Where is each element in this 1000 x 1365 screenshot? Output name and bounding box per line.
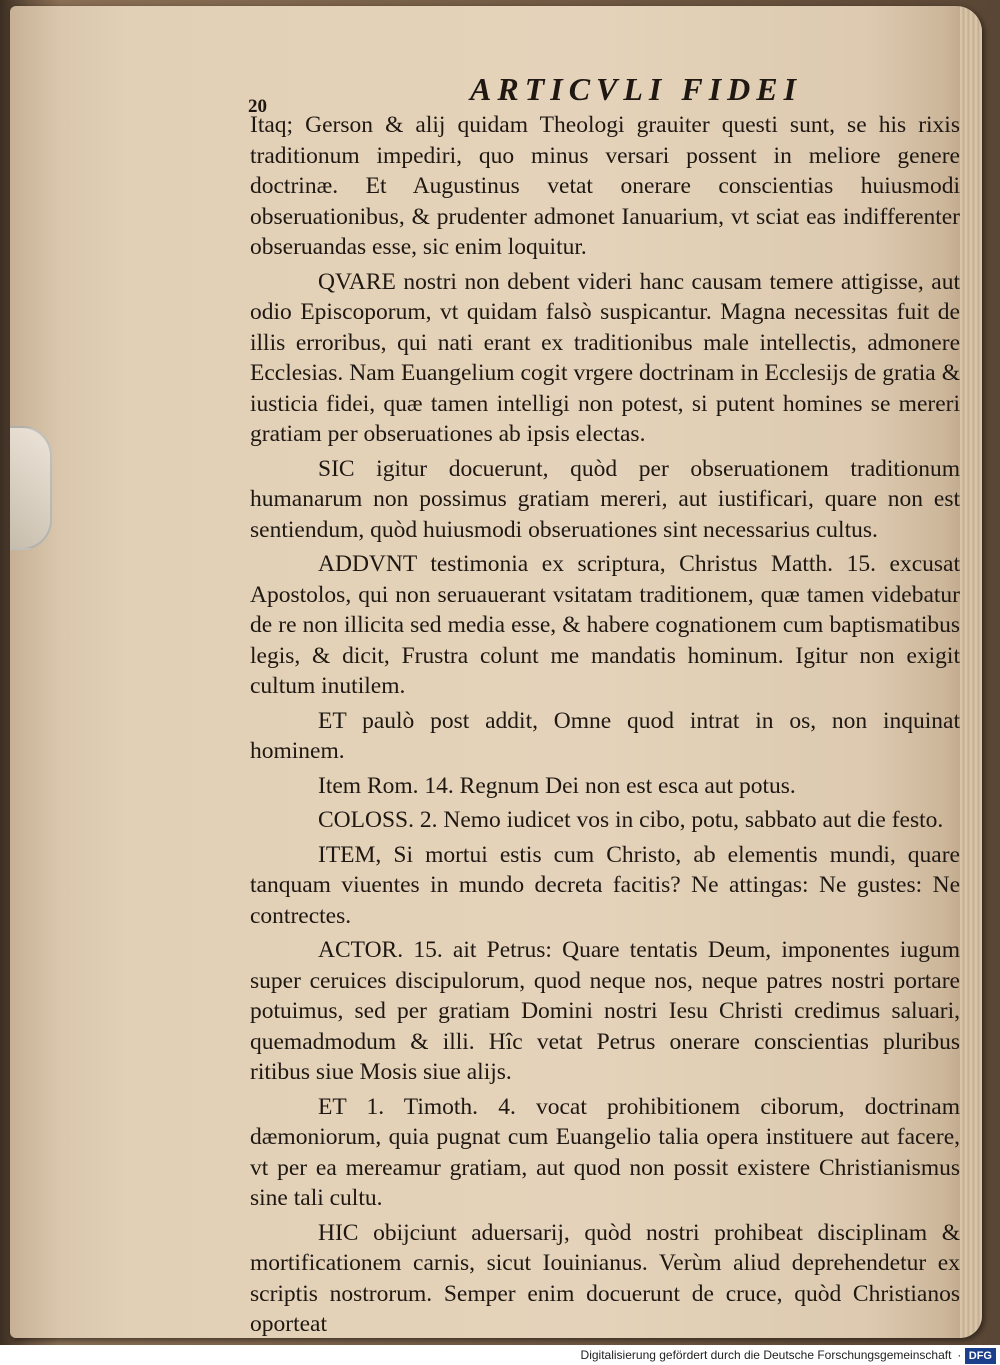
- paragraph: ET 1. Timoth. 4. vocat prohibitionem ciborum, doctrinam dæmoniorum, quia pugnat cum Euangelio talia opera instituere aut facere, vt per ea mereamur gratiam, aut quod non possit existere Christianismus sine tali cultu.: [250, 1093, 960, 1211]
- text-block: [248, 71, 960, 1338]
- digitization-footer: Digitalisierung gefördert durch die Deutsche Forschungsgemeinschaft · DFG: [0, 1345, 1000, 1365]
- paragraph: ET paulò post addit, Omne quod intrat in os, non inquinat hominem.: [250, 707, 960, 764]
- paragraph: COLOSS. 2. Nemo iudicet vos in cibo, potu, sabbato aut die festo.: [318, 807, 944, 833]
- page-edge: [960, 6, 982, 1338]
- paragraph: Item Rom. 14. Regnum Dei non est esca aut potus.: [318, 772, 796, 799]
- paragraph: SIC igitur docuerunt, quòd per obseruationem traditionum humanarum non possimus gratiam mereri, aut iustificari, quare non est sentiendum, quòd huiusmodi obseruationes sint necessarius cultus.: [250, 455, 960, 543]
- footer-text: Digitalisierung gefördert durch die Deutsche Forschungsgemeinschaft: [580, 1348, 952, 1362]
- paragraph: ITEM, Si mortui estis cum Christo, ab elementis mundi, quare tanquam viuentes in mundo decreta facitis? Ne attingas: Ne gustes: Ne contrectes.: [250, 841, 960, 929]
- book-page: [10, 6, 982, 1338]
- paragraph: ACTOR. 15. ait Petrus: Quare tentatis Deum, imponentes iugum super ceruices discipulorum, quod neque nos, neque patres nostri portare potuimus, sed per gratiam Domini nostri Iesu Christi credimus saluari, quemadmodum & illi. Hîc vetat Petrus onerare conscientias pluribus ritibus siue Mosis siue alijs.: [250, 937, 960, 1085]
- dfg-logo-icon: DFG: [965, 1348, 996, 1364]
- paragraph: QVARE nostri non debent videri hanc causam temere attigisse, aut odio Episcoporum, vt quidam falsò suspicantur. Magna necessitas fuit de illis erroribus, qui nati erant ex traditionibus male intellectis, admonere Ecclesias. Nam Euangelium cogit vrgere doctrinam in Ecclesijs de gratia & iusticia fidei, quæ tamen intelligi non potest, si putent homines se mereri gratiam per obseruationes ab ipsis electas.: [250, 268, 960, 447]
- paragraph: ADDVNT testimonia ex scriptura, Christus Matth. 15. excusat Apostolos, qui non seruauerant vsitatam traditionem, quæ tamen videbatur de re non illicita sed media esse, & habere cognationem cum baptismatibus legis, & dicit, Frustra colunt me mandatis hominum. Igitur non exigit cultum inutilem.: [250, 551, 960, 699]
- running-head: ARTICVLI FIDEI: [470, 71, 803, 107]
- running-header: [248, 71, 960, 117]
- paragraph: Itaq; Gerson & alij quidam Theologi grauiter questi sunt, se his rixis traditionum impediri, quo minus versari possent in meliore genere doctrinæ. Et Augustinus vetat onerare conscientias huiusmodi obseruationibus, & prudenter admonet Ianuarium, vt sciat eas indifferenter obseruandas esse, sic enim loquitur.: [250, 112, 960, 260]
- page-number: 20: [248, 96, 267, 117]
- page-clip: [10, 426, 52, 550]
- paragraph: HIC obijciunt aduersarij, quòd nostri prohibeat disciplinam & mortificationem carnis, sicut Iouinianus. Verùm aliud deprehendetur ex scriptis nostrorum. Semper enim docuerunt de cruce, quòd Christianos oporteat: [250, 1219, 960, 1337]
